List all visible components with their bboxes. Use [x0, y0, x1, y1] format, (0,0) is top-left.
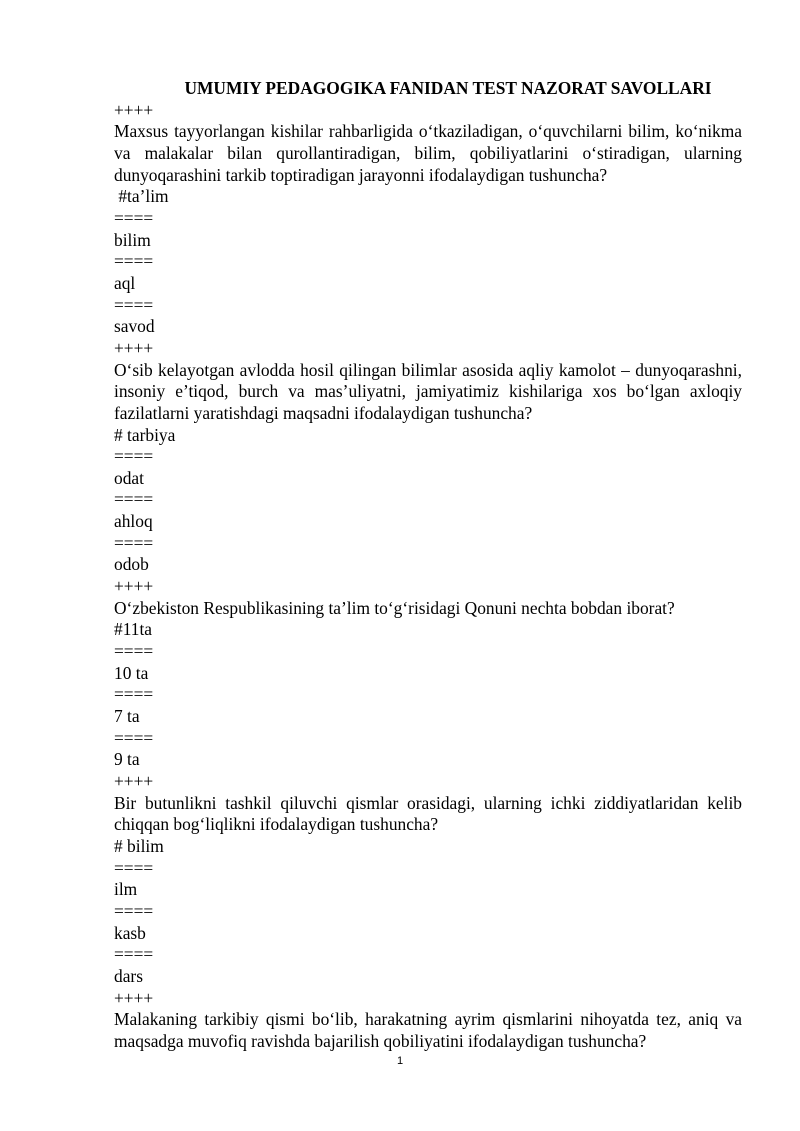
option-separator: ====: [114, 857, 154, 878]
question-block: [114, 576, 742, 771]
question-separator: ++++: [114, 99, 154, 120]
document-title: UMUMIY PEDAGOGIKA FANIDAN TEST NAZORAT SAVOLLARI: [184, 78, 712, 98]
answer-option: 7 ta: [114, 706, 140, 727]
option-separator: ====: [114, 532, 154, 553]
option-separator: ====: [114, 207, 154, 228]
answer-option: kasb: [114, 922, 146, 943]
answer-option: ahloq: [114, 511, 153, 532]
option-separator: ====: [114, 727, 154, 748]
question-separator: ++++: [114, 576, 154, 597]
correct-answer: # tarbiya: [114, 424, 176, 445]
answer-option: savod: [114, 316, 155, 337]
answer-option: aql: [114, 272, 136, 293]
option-separator: ====: [114, 684, 154, 705]
answer-option: 10 ta: [114, 662, 149, 683]
page-number: 1: [396, 1055, 404, 1067]
question-text: O‘zbekiston Respublikasining ta’lim to‘g‘risidagi Qonuni nechta bobdan iborat?: [114, 597, 675, 618]
question-text: Malakaning tarkibiy qismi bo‘lib, harakatning ayrim qismlarini nihoyatda tez, aniq va maqsadga muvofiq ravishda bajarilish qobiliyatini ifodalaydigan tushuncha?: [114, 1009, 742, 1051]
answer-option: 9 ta: [114, 749, 140, 770]
answer-option: odat: [114, 467, 144, 488]
answer-option: bilim: [114, 229, 151, 250]
document-page: [114, 78, 742, 1053]
option-separator: ====: [114, 944, 154, 965]
question-block: [114, 338, 742, 576]
correct-answer: # bilim: [114, 835, 164, 856]
answer-option: ilm: [114, 879, 138, 900]
option-separator: ====: [114, 446, 154, 467]
option-separator: ====: [114, 641, 154, 662]
question-text: O‘sib kelayotgan avlodda hosil qilingan bilimlar asosida aqliy kamolot – dunyoqarashni, insoniy e’tiqod, burch va mas’uliyatni, jamiyatimiz kishilariga xos bo‘lgan axloqiy fazilatlarni yaratishdagi maqsadni ifodalaydigan tushuncha?: [114, 359, 742, 423]
question-separator: ++++: [114, 337, 154, 358]
option-separator: ====: [114, 489, 154, 510]
question-text: Bir butunlikni tashkil qiluvchi qismlar orasidagi, ularning ichki ziddiyatlaridan kelib chiqqan bog‘liqlikni ifodalaydigan tushuncha?: [114, 792, 742, 835]
question-text: Maxsus tayyorlangan kishilar rahbarligida o‘tkaziladigan, o‘quvchilarni bilim, ko‘nikma va malakalar bilan qurollantiradigan, bilim, qobiliyatlarini o‘stiradigan, ularning dunyoqarashini tarkib toptiradigan jarayonni ifodalaydigan tushuncha?: [114, 121, 742, 185]
option-separator: ====: [114, 294, 154, 315]
answer-option: odob: [114, 554, 149, 575]
answer-option: dars: [114, 965, 143, 986]
correct-answer: #11ta: [114, 619, 152, 640]
option-separator: ====: [114, 251, 154, 272]
question-separator: ++++: [114, 987, 154, 1008]
question-separator: ++++: [114, 771, 154, 791]
question-block: [114, 771, 742, 988]
option-separator: ====: [114, 900, 154, 921]
question-block: [114, 100, 742, 338]
question-block: [114, 988, 742, 1053]
correct-answer: #ta’lim: [114, 186, 169, 207]
